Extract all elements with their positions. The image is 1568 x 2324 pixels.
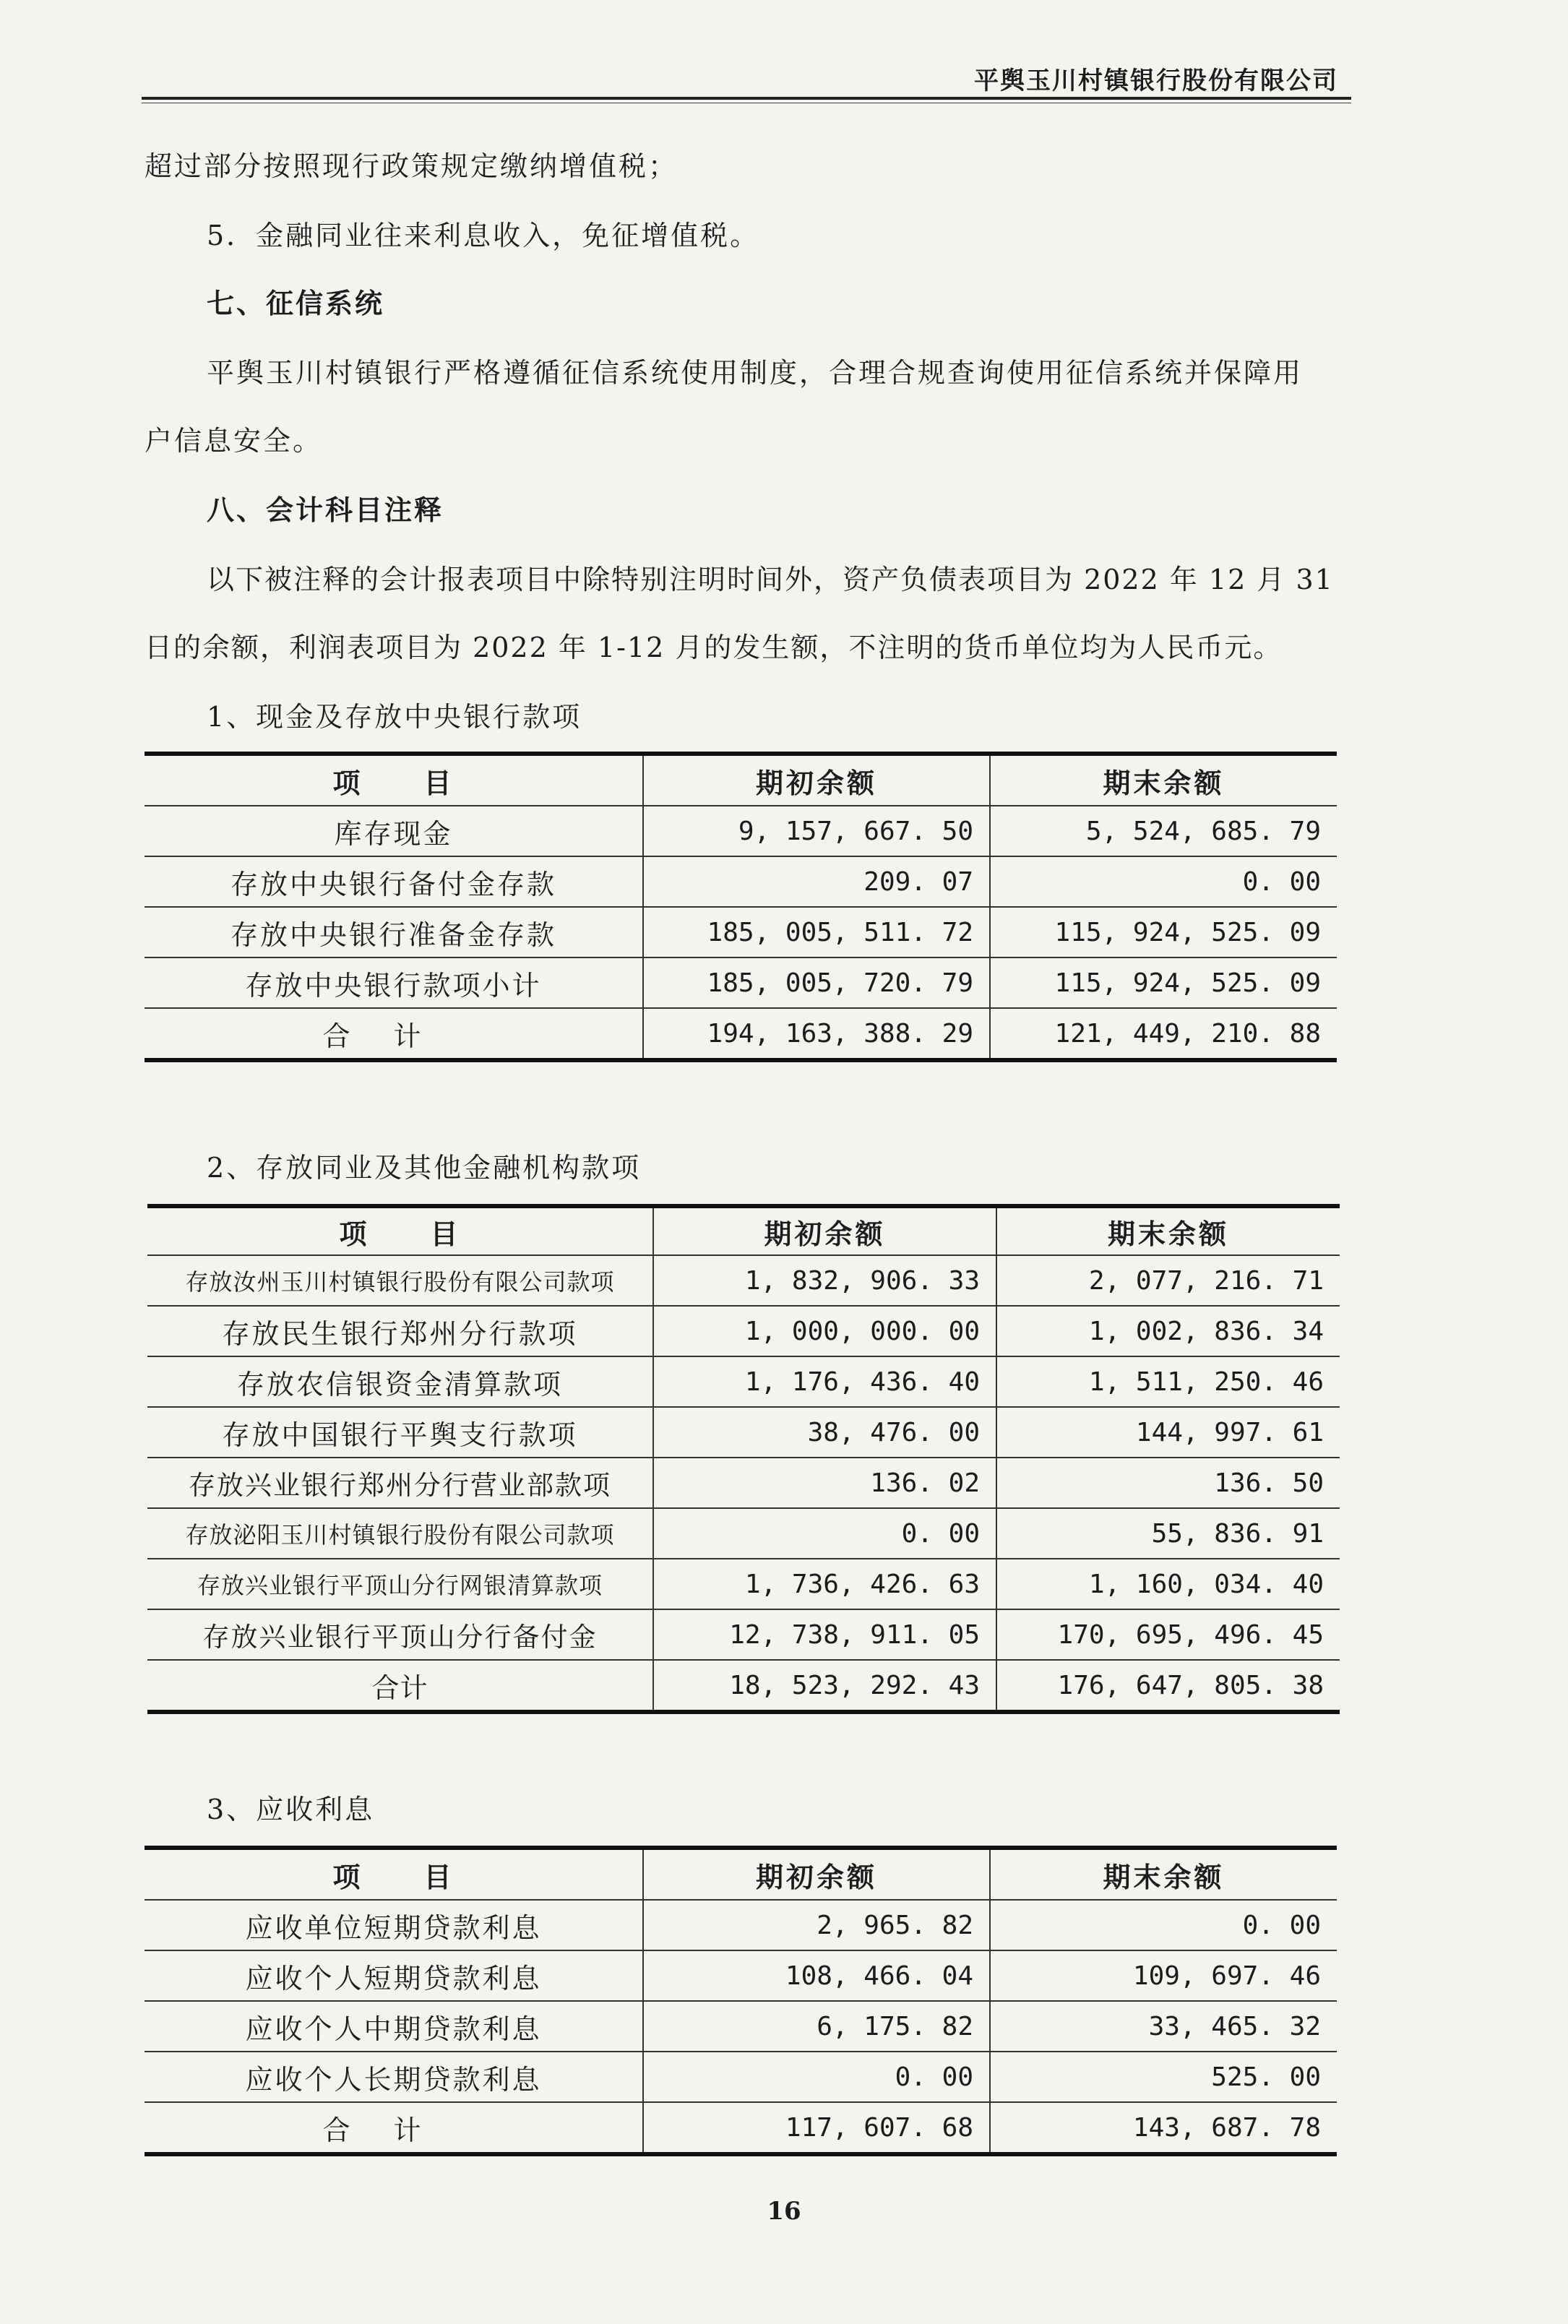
row-closing: 2, 077, 216. 71 <box>996 1255 1340 1306</box>
table-row <box>145 907 1337 957</box>
table-row <box>147 1306 1340 1356</box>
row-item: 存放农信银资金清算款项 <box>147 1356 653 1407</box>
col-header-item: 项 目 <box>145 1848 643 1900</box>
total-label: 合计 <box>147 1660 653 1712</box>
row-opening: 108, 466. 04 <box>643 1950 990 2001</box>
total-label: 合计 <box>145 1008 643 1060</box>
row-item: 存放兴业银行平顶山分行备付金 <box>147 1609 653 1660</box>
total-opening: 117, 607. 68 <box>643 2102 990 2154</box>
table-row <box>145 957 1337 1008</box>
paragraph-credit-system-line1: 平舆玉川村镇银行严格遵循征信系统使用制度，合理合规查询使用征信系统并保障用 <box>207 357 1304 389</box>
row-opening: 6, 175. 82 <box>643 2001 990 2052</box>
row-opening: 1, 736, 426. 63 <box>653 1559 996 1609</box>
row-opening: 2, 965. 82 <box>643 1900 990 1950</box>
table-row <box>147 1508 1340 1559</box>
table-row <box>145 1900 1337 1950</box>
row-item: 存放兴业银行平顶山分行网银清算款项 <box>147 1559 653 1609</box>
col-header-opening: 期初余额 <box>643 754 990 806</box>
row-item: 存放泌阳玉川村镇银行股份有限公司款项 <box>147 1508 653 1559</box>
row-item: 存放中央银行准备金存款 <box>145 907 643 957</box>
table-row <box>147 1559 1340 1609</box>
row-closing: 136. 50 <box>996 1458 1340 1508</box>
table-row <box>145 806 1337 856</box>
row-closing: 1, 511, 250. 46 <box>996 1356 1340 1407</box>
total-opening: 18, 523, 292. 43 <box>653 1660 996 1712</box>
row-closing: 1, 002, 836. 34 <box>996 1306 1340 1356</box>
table-cash-central-bank <box>145 752 1337 1062</box>
table-row <box>147 1609 1340 1660</box>
table-title-cash-central-bank: 1、现金及存放中央银行款项 <box>207 701 582 733</box>
paragraph-credit-system-line2: 户信息安全。 <box>145 425 323 457</box>
col-header-opening: 期初余额 <box>643 1848 990 1900</box>
row-item: 应收个人长期贷款利息 <box>145 2052 643 2102</box>
col-header-opening: 期初余额 <box>653 1206 996 1255</box>
row-closing: 55, 836. 91 <box>996 1508 1340 1559</box>
row-opening: 209. 07 <box>643 856 990 907</box>
col-header-closing: 期末余额 <box>996 1206 1340 1255</box>
row-opening: 1, 176, 436. 40 <box>653 1356 996 1407</box>
table-header-row <box>145 754 1337 806</box>
row-item: 存放中央银行款项小计 <box>145 957 643 1008</box>
row-opening: 12, 738, 911. 05 <box>653 1609 996 1660</box>
table-total-row <box>147 1660 1340 1712</box>
section-title-credit-system: 七、征信系统 <box>207 287 385 319</box>
row-closing: 170, 695, 496. 45 <box>996 1609 1340 1660</box>
row-item: 应收单位短期贷款利息 <box>145 1900 643 1950</box>
table-header-row <box>145 1848 1337 1900</box>
section-title-accounting-notes: 八、会计科目注释 <box>207 494 444 526</box>
col-header-closing: 期末余额 <box>990 754 1337 806</box>
row-closing: 33, 465. 32 <box>990 2001 1337 2052</box>
row-opening: 0. 00 <box>653 1508 996 1559</box>
row-item: 应收个人中期贷款利息 <box>145 2001 643 2052</box>
row-item: 库存现金 <box>145 806 643 856</box>
header-rule <box>142 97 1351 100</box>
table-row <box>145 2052 1337 2102</box>
table-row <box>145 1950 1337 2001</box>
table-row <box>147 1407 1340 1458</box>
table-row <box>145 856 1337 907</box>
header-company-name: 平舆玉川村镇银行股份有限公司 <box>974 66 1338 95</box>
row-item: 存放中央银行备付金存款 <box>145 856 643 907</box>
row-opening: 38, 476. 00 <box>653 1407 996 1458</box>
row-closing: 109, 697. 46 <box>990 1950 1337 2001</box>
row-opening: 185, 005, 720. 79 <box>643 957 990 1008</box>
table-row <box>147 1356 1340 1407</box>
total-closing: 121, 449, 210. 88 <box>990 1008 1337 1060</box>
col-header-item: 项 目 <box>147 1206 653 1255</box>
row-item: 存放兴业银行郑州分行营业部款项 <box>147 1458 653 1508</box>
table-total-row <box>145 2102 1337 2154</box>
row-closing: 144, 997. 61 <box>996 1407 1340 1458</box>
row-closing: 115, 924, 525. 09 <box>990 907 1337 957</box>
table-header-row <box>147 1206 1340 1255</box>
total-closing: 143, 687. 78 <box>990 2102 1337 2154</box>
row-opening: 136. 02 <box>653 1458 996 1508</box>
row-closing: 115, 924, 525. 09 <box>990 957 1337 1008</box>
row-item: 存放民生银行郑州分行款项 <box>147 1306 653 1356</box>
col-header-closing: 期末余额 <box>990 1848 1337 1900</box>
table-interest-receivable <box>145 1846 1337 2156</box>
total-label: 合计 <box>145 2102 643 2154</box>
row-opening: 9, 157, 667. 50 <box>643 806 990 856</box>
total-closing: 176, 647, 805. 38 <box>996 1660 1340 1712</box>
row-closing: 1, 160, 034. 40 <box>996 1559 1340 1609</box>
row-closing: 0. 00 <box>990 1900 1337 1950</box>
table-interbank-deposits <box>147 1204 1340 1714</box>
row-opening: 1, 832, 906. 33 <box>653 1255 996 1306</box>
row-opening: 185, 005, 511. 72 <box>643 907 990 957</box>
paragraph-notes-intro-line1: 以下被注释的会计报表项目中除特别注明时间外，资产负债表项目为 2022 年 12 月 31 <box>207 564 1334 595</box>
row-opening: 0. 00 <box>643 2052 990 2102</box>
row-closing: 5, 524, 685. 79 <box>990 806 1337 856</box>
paragraph-vat-excess: 超过部分按照现行政策规定缴纳增值税； <box>145 150 679 182</box>
col-header-item: 项 目 <box>145 754 643 806</box>
row-item: 存放汝州玉川村镇银行股份有限公司款项 <box>147 1255 653 1306</box>
row-item: 应收个人短期贷款利息 <box>145 1950 643 2001</box>
row-closing: 0. 00 <box>990 856 1337 907</box>
table-row <box>147 1255 1340 1306</box>
table-title-interest-receivable: 3、应收利息 <box>207 1794 375 1825</box>
table-title-interbank-deposits: 2、存放同业及其他金融机构款项 <box>207 1152 642 1184</box>
total-opening: 194, 163, 388. 29 <box>643 1008 990 1060</box>
table-row <box>145 2001 1337 2052</box>
table-row <box>147 1458 1340 1508</box>
row-item: 存放中国银行平舆支行款项 <box>147 1407 653 1458</box>
paragraph-interbank-exempt: 5．金融同业往来利息收入，免征增值税。 <box>207 220 760 251</box>
paragraph-notes-intro-line2: 日的余额，利润表项目为 2022 年 1-12 月的发生额，不注明的货币单位均为人民币元。 <box>145 632 1283 663</box>
row-closing: 525. 00 <box>990 2052 1337 2102</box>
page-number: 16 <box>767 2197 801 2226</box>
table-total-row <box>145 1008 1337 1060</box>
row-opening: 1, 000, 000. 00 <box>653 1306 996 1356</box>
